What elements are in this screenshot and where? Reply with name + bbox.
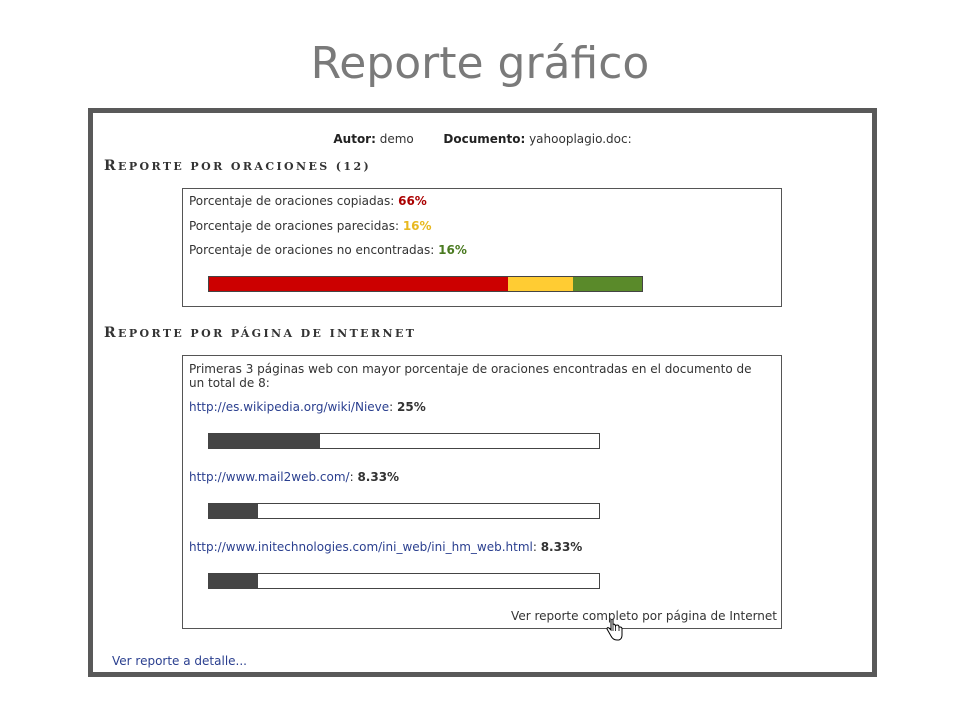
site-percent: 8.33% [357,470,400,484]
document-value: yahooplagio.doc: [529,132,632,146]
hand-cursor-icon [605,619,623,641]
similar-label: Porcentaje de oraciones parecidas: [189,219,399,233]
site-link[interactable]: http://www.mail2web.com/ [189,470,350,484]
detail-report-link[interactable]: Ver reporte a detalle... [112,654,247,668]
similar-line [189,219,432,233]
site-line: http://www.mail2web.com/: 8.33% [189,470,400,484]
site-bar-fill [209,504,258,518]
report-meta [93,132,872,146]
full-report-link[interactable]: Ver reporte completo por página de Internet [511,609,777,623]
author-label: Autor: [333,132,376,146]
site-link[interactable]: http://www.initechnologies.com/ini_web/ini_hm_web.html [189,540,533,554]
site-bar [208,503,600,519]
copied-line [189,194,427,208]
site-percent: 8.33% [540,540,583,554]
copied-value: 66% [398,194,427,208]
copied-label: Porcentaje de oraciones copiadas: [189,194,395,208]
page-title: Reporte gráfico [310,38,650,89]
bar-segment-copied [209,277,508,291]
notfound-line [189,243,467,257]
sentences-heading: REPORTE POR ORACIONES (12) [104,158,372,174]
site-bar-fill [209,434,320,448]
report-frame [88,108,877,677]
bar-segment-similar [508,277,573,291]
site-line: http://www.initechnologies.com/ini_web/ini_hm_web.html: 8.33% [189,540,583,554]
web-intro: Primeras 3 páginas web con mayor porcentaje de oraciones encontradas en el documento de un total de 8: [189,362,752,390]
site-bar [208,573,600,589]
site-link[interactable]: http://es.wikipedia.org/wiki/Nieve [189,400,390,414]
bar-segment-notfound [573,277,642,291]
site-line: http://es.wikipedia.org/wiki/Nieve: 25% [189,400,426,414]
site-bar-fill [209,574,258,588]
similar-value: 16% [402,219,432,233]
notfound-label: Porcentaje de oraciones no encontradas: [189,243,435,257]
web-box [182,355,782,629]
sentences-box [182,188,782,307]
sentences-stacked-bar [208,276,643,292]
author-value: demo [379,132,414,146]
site-bar [208,433,600,449]
notfound-value: 16% [438,243,467,257]
web-heading: REPORTE POR PÁGINA DE INTERNET [104,325,417,341]
site-percent: 25% [397,400,426,414]
document-label: Documento: [443,132,526,146]
